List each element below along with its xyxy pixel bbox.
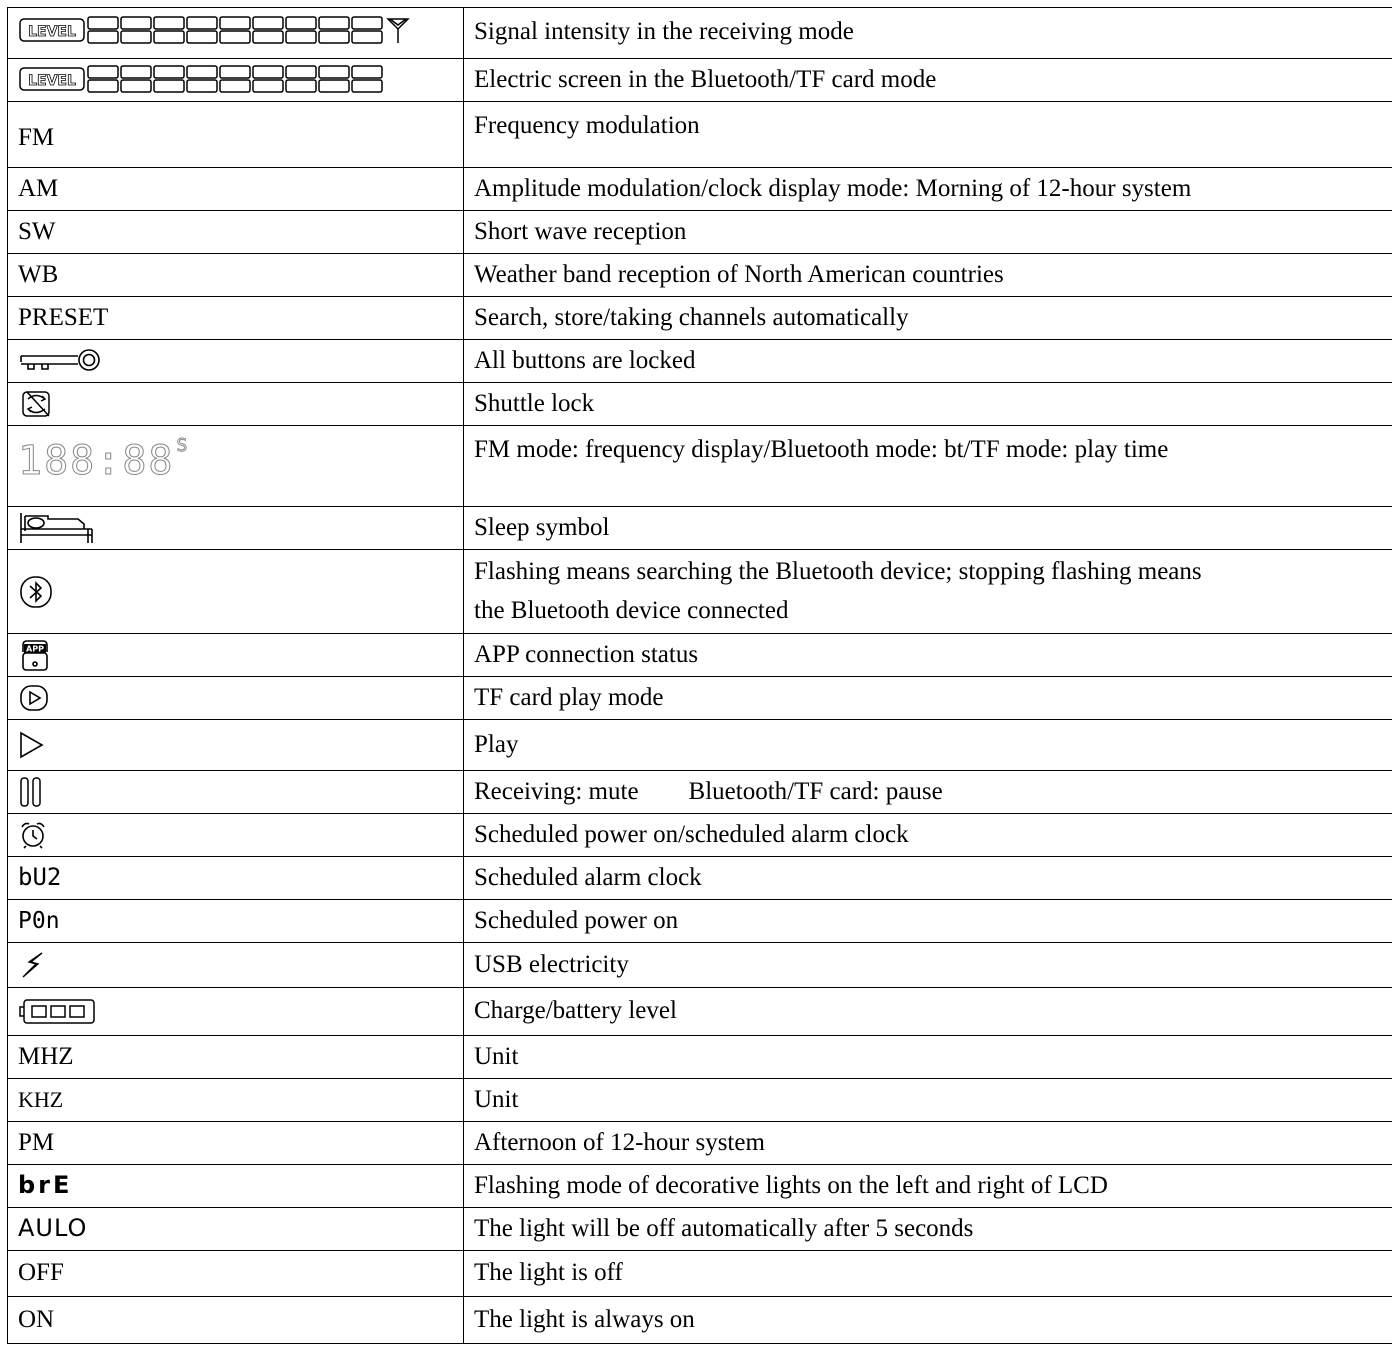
table-row — [8, 383, 1392, 426]
description-cell: All buttons are locked — [464, 340, 1392, 383]
description-cell: Scheduled power on/scheduled alarm clock — [464, 814, 1392, 857]
description-cell: Electric screen in the Bluetooth/TF card mode — [464, 59, 1392, 102]
description-cell: Amplitude modulation/clock display mode: Morning of 12-hour system — [464, 168, 1392, 211]
symbol-cell — [8, 677, 464, 720]
table-row — [8, 720, 1392, 771]
symbol-cell — [8, 634, 464, 677]
shuttle-lock-icon — [18, 388, 455, 420]
electric-level-icon — [18, 62, 455, 98]
description-cell: TF card play mode — [464, 677, 1392, 720]
description-cell: Play — [464, 720, 1392, 771]
description-part-b: Bluetooth/TF card: pause — [688, 777, 943, 805]
table-row — [8, 102, 1392, 168]
symbol-cell: FM — [8, 102, 464, 168]
table-row — [8, 1297, 1392, 1344]
symbol-cell — [8, 720, 464, 771]
bed-sleep-icon — [18, 511, 455, 545]
seven-segment-display-icon — [18, 430, 455, 492]
segment-digits: 188:88 — [18, 438, 175, 484]
table-row — [8, 297, 1392, 340]
signal-level-antenna-icon — [18, 13, 455, 49]
key-lock-icon — [18, 346, 455, 376]
table-row — [8, 900, 1392, 943]
symbol-cell — [8, 988, 464, 1036]
table-row — [8, 943, 1392, 988]
description-cell: Unit — [464, 1079, 1392, 1122]
description-cell: Sleep symbol — [464, 507, 1392, 550]
lcd-symbol-legend-table — [7, 7, 1392, 1344]
description-cell: Frequency modulation — [464, 102, 1392, 168]
alarm-clock-icon — [18, 820, 455, 850]
description-cell: Short wave reception — [464, 211, 1392, 254]
table-row — [8, 254, 1392, 297]
symbol-cell — [8, 383, 464, 426]
description-part-a: Receiving: mute — [474, 777, 639, 805]
table-row — [8, 1036, 1392, 1079]
symbol-cell: OFF — [8, 1251, 464, 1297]
table-row — [8, 771, 1392, 814]
symbol-cell — [8, 550, 464, 634]
symbol-cell — [8, 1208, 464, 1251]
description-cell: Flashing mode of decorative lights on the left and right of LCD — [464, 1165, 1392, 1208]
segment-suffix: S — [176, 435, 188, 456]
table-row — [8, 426, 1392, 507]
pause-icon — [18, 775, 455, 809]
symbol-cell — [8, 340, 464, 383]
svg-text:LEVEL: LEVEL — [28, 24, 76, 40]
svg-text:APP: APP — [26, 644, 44, 654]
table-row — [8, 988, 1392, 1036]
symbol-cell: AM — [8, 168, 464, 211]
table-row — [8, 1079, 1392, 1122]
description-cell: Unit — [464, 1036, 1392, 1079]
table-row — [8, 677, 1392, 720]
symbol-cell — [8, 814, 464, 857]
tf-play-mode-icon — [18, 682, 455, 714]
description-cell: FM mode: frequency display/Bluetooth mode: bt/TF mode: play time — [464, 426, 1392, 507]
description-cell — [464, 771, 1392, 814]
table-row — [8, 507, 1392, 550]
play-icon — [18, 730, 455, 760]
table-row — [8, 1208, 1392, 1251]
description-cell: Shuttle lock — [464, 383, 1392, 426]
auto-segment-symbol: AULO — [18, 1213, 88, 1242]
symbol-cell: KHZ — [8, 1079, 464, 1122]
symbol-cell: SW — [8, 211, 464, 254]
symbol-cell — [8, 426, 464, 507]
symbol-cell — [8, 900, 464, 943]
table-row — [8, 8, 1392, 59]
symbol-cell — [8, 507, 464, 550]
symbol-cell: WB — [8, 254, 464, 297]
description-line-2: the Bluetooth device connected — [474, 596, 789, 624]
table-row — [8, 1165, 1392, 1208]
table-row — [8, 211, 1392, 254]
symbol-cell — [8, 771, 464, 814]
description-cell: Signal intensity in the receiving mode — [464, 8, 1392, 59]
table-row — [8, 634, 1392, 677]
table-row — [8, 340, 1392, 383]
symbol-cell: PRESET — [8, 297, 464, 340]
description-cell: The light is off — [464, 1251, 1392, 1297]
usb-lightning-icon — [18, 950, 455, 980]
table-row — [8, 168, 1392, 211]
description-cell: The light will be off automatically after 5 seconds — [464, 1208, 1392, 1251]
description-cell: The light is always on — [464, 1297, 1392, 1344]
description-line-1: Flashing means searching the Bluetooth device; stopping flashing means — [474, 557, 1202, 585]
symbol-cell: MHZ — [8, 1036, 464, 1079]
description-cell: Scheduled alarm clock — [464, 857, 1392, 900]
symbol-cell — [8, 857, 464, 900]
symbol-cell: PM — [8, 1122, 464, 1165]
symbol-cell: ON — [8, 1297, 464, 1344]
description-cell: Charge/battery level — [464, 988, 1392, 1036]
symbol-cell — [8, 59, 464, 102]
power-on-segment-symbol: P0n — [18, 907, 60, 934]
description-cell — [464, 550, 1392, 634]
bre-segment-symbol: brE — [18, 1170, 73, 1199]
description-cell: Scheduled power on — [464, 900, 1392, 943]
table-row — [8, 59, 1392, 102]
table-row — [8, 1251, 1392, 1297]
table-row — [8, 550, 1392, 634]
app-connection-icon — [18, 638, 455, 672]
symbol-cell — [8, 8, 464, 59]
buzzer-segment-symbol: bU2 — [18, 862, 62, 891]
bluetooth-icon — [18, 574, 455, 610]
description-cell: Weather band reception of North American countries — [464, 254, 1392, 297]
symbol-cell — [8, 1165, 464, 1208]
table-row — [8, 857, 1392, 900]
svg-text:LEVEL: LEVEL — [28, 73, 76, 89]
description-cell: Search, store/taking channels automatically — [464, 297, 1392, 340]
description-cell: Afternoon of 12-hour system — [464, 1122, 1392, 1165]
description-cell: APP connection status — [464, 634, 1392, 677]
table-row — [8, 1122, 1392, 1165]
battery-level-icon — [18, 997, 455, 1027]
table-row — [8, 814, 1392, 857]
symbol-cell — [8, 943, 464, 988]
description-cell: USB electricity — [464, 943, 1392, 988]
